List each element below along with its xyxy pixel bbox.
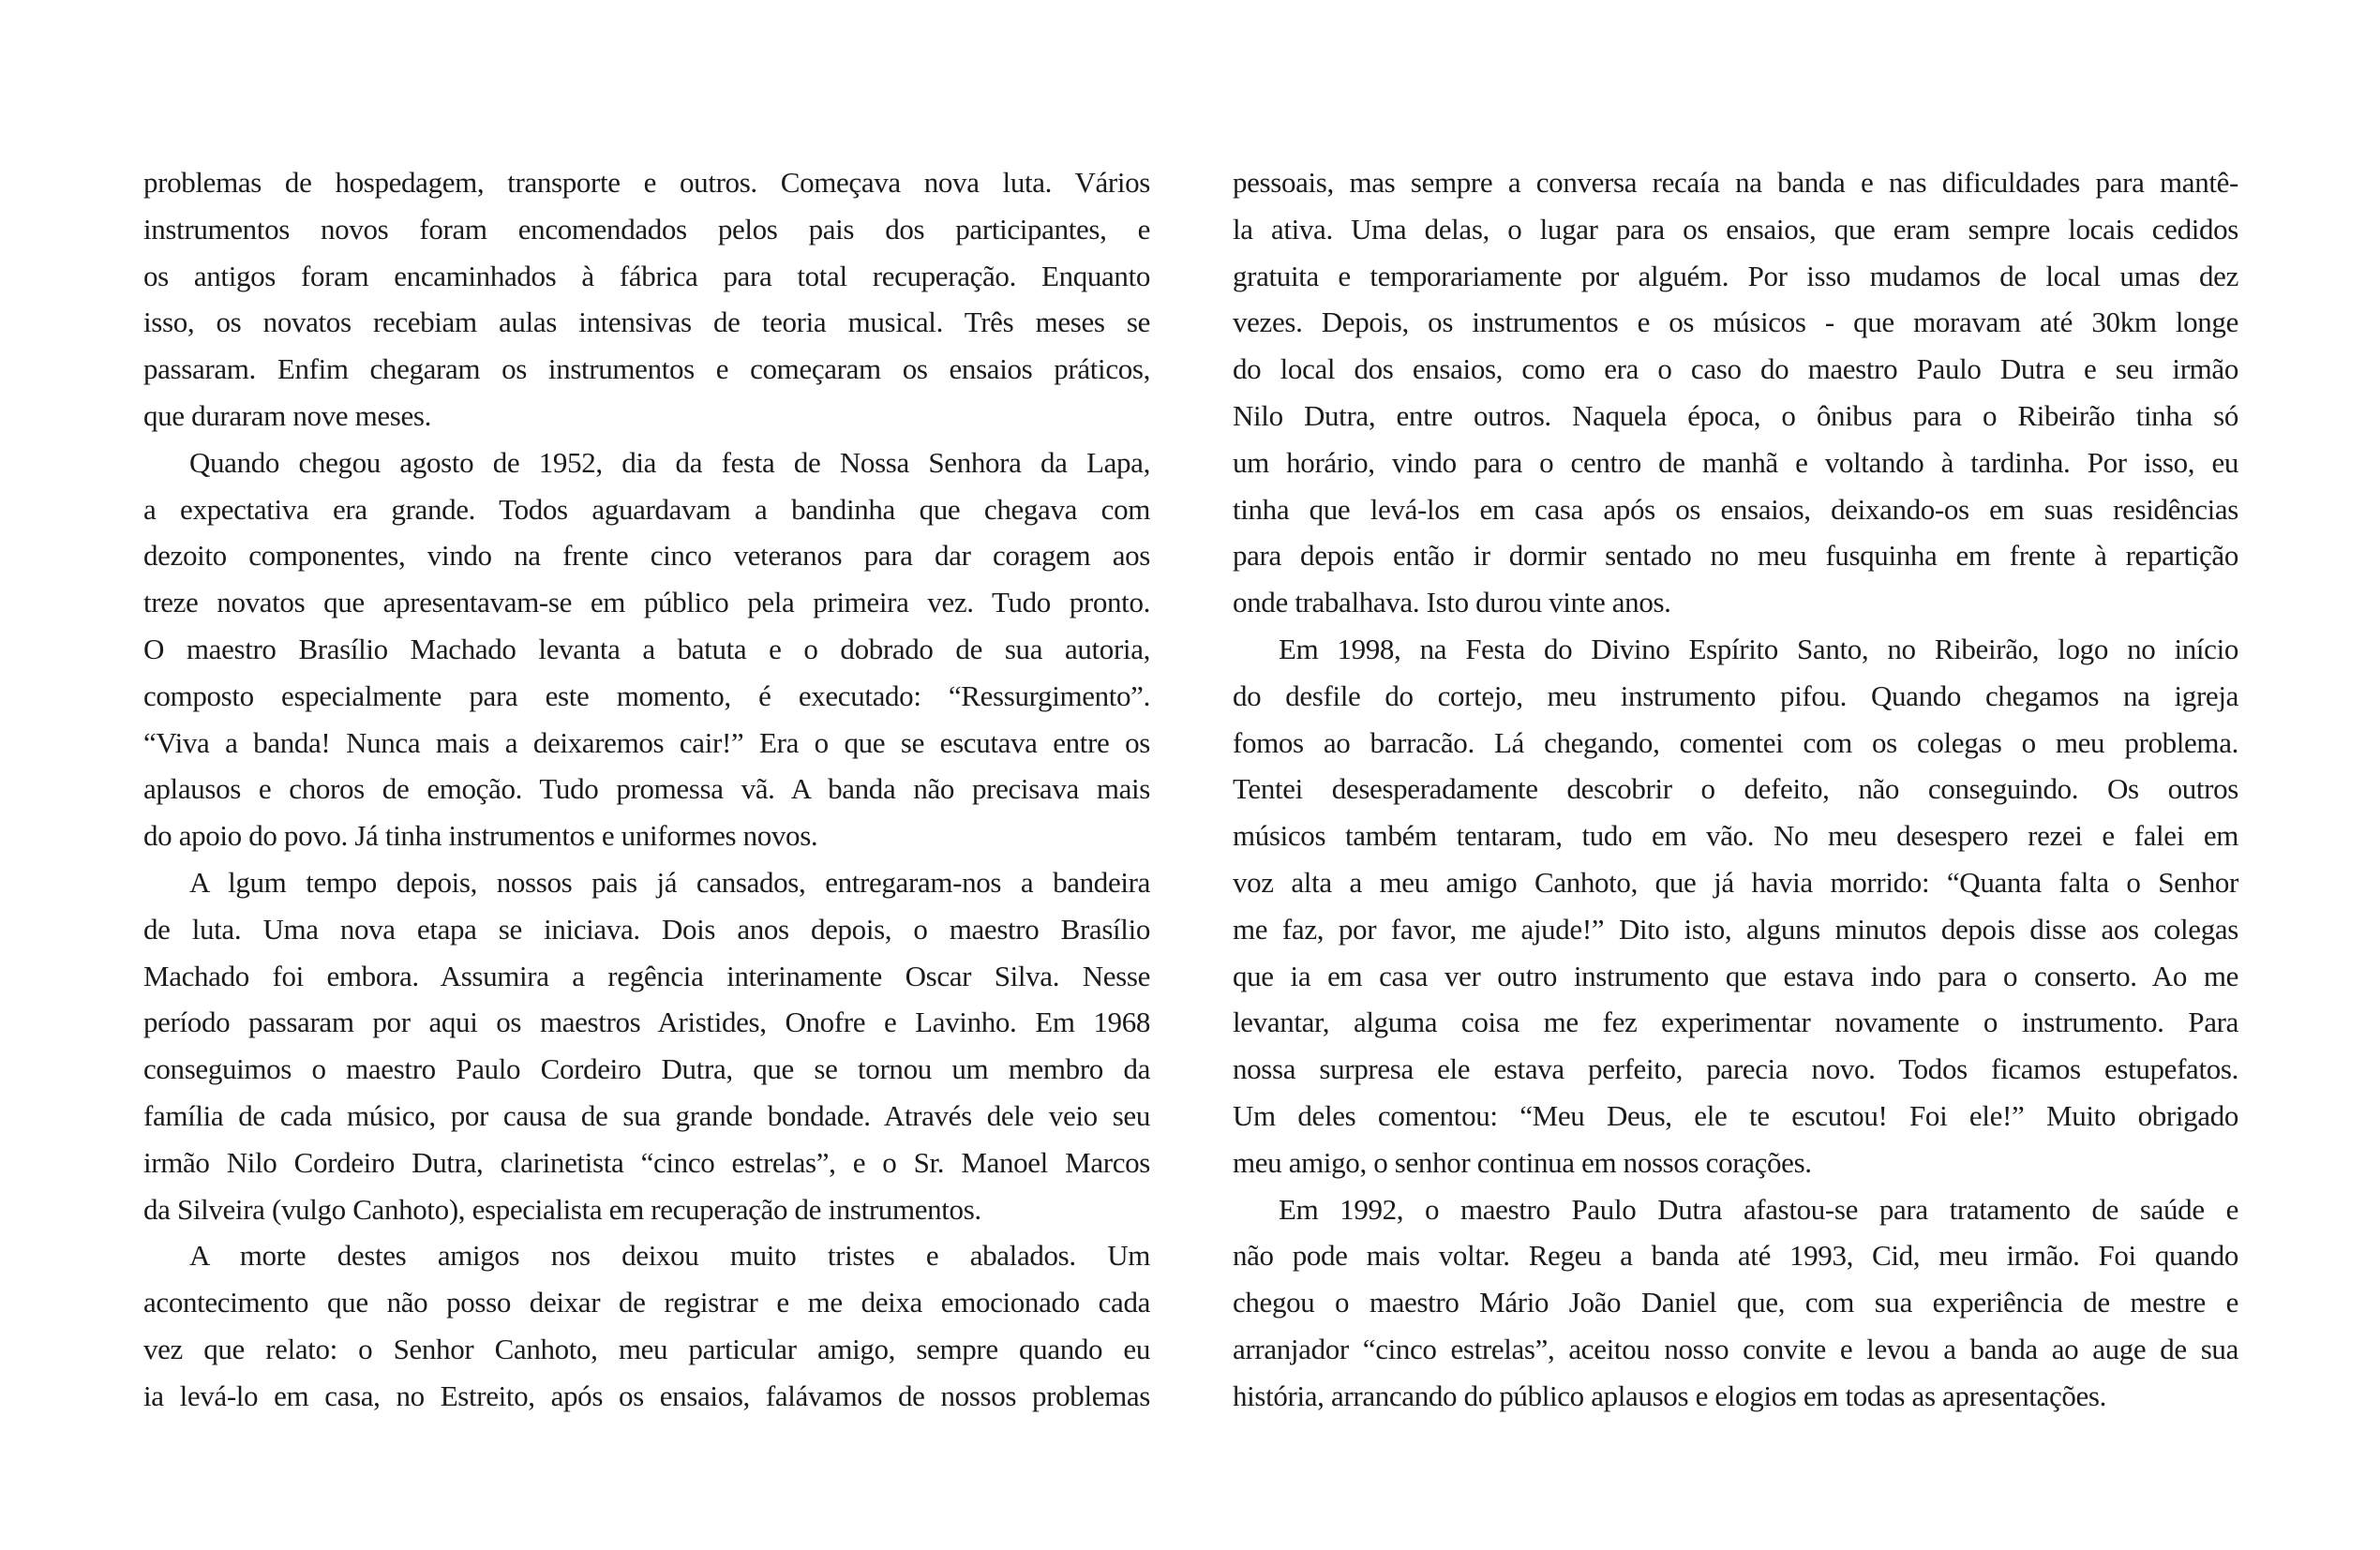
text-line: Quando chegou agosto de 1952, dia da festa de Nossa Senhora da Lapa,	[189, 445, 1150, 479]
text-line: la ativa. Uma delas, o lugar para os ensaios, que eram sempre locais cedidos	[1233, 212, 2238, 246]
left-text-column	[143, 159, 1150, 1420]
text-line: meu amigo, o senhor continua em nossos corações.	[1233, 1145, 1812, 1179]
text-line: do desfile do cortejo, meu instrumento pifou. Quando chegamos na igreja	[1233, 678, 2238, 712]
text-line: Nilo Dutra, entre outros. Naquela época, o ônibus para o Ribeirão tinha só	[1233, 398, 2238, 432]
text-line: O maestro Brasílio Machado levanta a batuta e o dobrado de sua autoria,	[143, 632, 1150, 665]
text-line: nossa surpresa ele estava perfeito, parecia novo. Todos ficamos estupefatos.	[1233, 1052, 2238, 1086]
text-line: da Silveira (vulgo Canhoto), especialista em recuperação de instrumentos.	[143, 1192, 981, 1226]
text-line: problemas de hospedagem, transporte e outros. Começava nova luta. Vários	[143, 166, 1150, 199]
text-line: A lgum tempo depois, nossos pais já cansados, entregaram-nos a bandeira	[189, 865, 1150, 899]
text-line: que ia em casa ver outro instrumento que estava indo para o conserto. Ao me	[1233, 959, 2238, 992]
text-line: Em 1992, o maestro Paulo Dutra afastou-se para tratamento de saúde e	[1279, 1192, 2238, 1226]
paragraph	[1233, 159, 2238, 626]
paragraph	[143, 859, 1150, 1232]
text-line: vez que relato: o Senhor Canhoto, meu particular amigo, sempre quando eu	[143, 1332, 1150, 1365]
text-line: Em 1998, na Festa do Divino Espírito Santo, no Ribeirão, logo no início	[1279, 632, 2238, 665]
text-line: arranjador “cinco estrelas”, aceitou nosso convite e levou a banda ao auge de sua	[1233, 1332, 2238, 1365]
text-line: composto especialmente para este momento, é executado: “Ressurgimento”.	[143, 678, 1150, 712]
text-line: de luta. Uma nova etapa se iniciava. Dois anos depois, o maestro Brasílio	[143, 912, 1150, 946]
text-line: irmão Nilo Cordeiro Dutra, clarinetista “cinco estrelas”, e o Sr. Manoel Marcos	[143, 1145, 1150, 1179]
text-line: treze novatos que apresentavam-se em público pela primeira vez. Tudo pronto.	[143, 586, 1150, 619]
text-line: família de cada músico, por causa de sua grande bondade. Através dele veio seu	[143, 1098, 1150, 1132]
text-line: dezoito componentes, vindo na frente cinco veteranos para dar coragem aos	[143, 539, 1150, 573]
text-line: “Viva a banda! Nunca mais a deixaremos cair!” Era o que se escutava entre os	[143, 725, 1150, 759]
text-line: período passaram por aqui os maestros Aristides, Onofre e Lavinho. Em 1968	[143, 1006, 1150, 1039]
text-line: onde trabalhava. Isto durou vinte anos.	[1233, 586, 1671, 619]
text-line: isso, os novatos recebiam aulas intensivas de teoria musical. Três meses se	[143, 306, 1150, 339]
text-line: não pode mais voltar. Regeu a banda até 1993, Cid, meu irmão. Foi quando	[1233, 1239, 2238, 1273]
text-line: do apoio do povo. Já tinha instrumentos e uniformes novos.	[143, 819, 818, 853]
text-line: instrumentos novos foram encomendados pelos pais dos participantes, e	[143, 212, 1150, 246]
paragraph	[143, 159, 1150, 440]
paragraph	[1233, 626, 2238, 1186]
text-line: me faz, por favor, me ajude!” Dito isto, alguns minutos depois disse aos colegas	[1233, 912, 2238, 946]
paragraph	[143, 440, 1150, 859]
text-line: um horário, vindo para o centro de manhã e voltando à tardinha. Por isso, eu	[1233, 445, 2238, 479]
text-line: do local dos ensaios, como era o caso do maestro Paulo Dutra e seu irmão	[1233, 352, 2238, 386]
text-line: chegou o maestro Mário João Daniel que, com sua experiência de mestre e	[1233, 1286, 2238, 1319]
paragraph	[143, 1232, 1150, 1419]
text-line: fomos ao barracão. Lá chegando, comentei com os colegas o meu problema.	[1233, 725, 2238, 759]
text-line: ia levá-lo em casa, no Estreito, após os ensaios, falávamos de nossos problemas	[143, 1379, 1150, 1412]
text-line: passaram. Enfim chegaram os instrumentos e começaram os ensaios práticos,	[143, 352, 1150, 386]
right-text-column	[1233, 159, 2238, 1420]
text-line: voz alta a meu amigo Canhoto, que já havia morrido: “Quanta falta o Senhor	[1233, 865, 2238, 899]
text-line: Machado foi embora. Assumira a regência interinamente Oscar Silva. Nesse	[143, 959, 1150, 992]
paragraph	[1233, 1186, 2238, 1420]
text-line: músicos também tentaram, tudo em vão. No meu desespero rezei e falei em	[1233, 819, 2238, 853]
text-line: levantar, alguma coisa me fez experimentar novamente o instrumento. Para	[1233, 1006, 2238, 1039]
text-line: Tentei desesperadamente descobrir o defeito, não conseguindo. Os outros	[1233, 772, 2238, 806]
text-line: para depois então ir dormir sentado no meu fusquinha em frente à repartição	[1233, 539, 2238, 573]
text-line: que duraram nove meses.	[143, 398, 432, 432]
text-line: conseguimos o maestro Paulo Cordeiro Dutra, que se tornou um membro da	[143, 1052, 1150, 1086]
text-line: pessoais, mas sempre a conversa recaía na banda e nas dificuldades para mantê-	[1233, 166, 2238, 199]
text-line: aplausos e choros de emoção. Tudo promessa vã. A banda não precisava mais	[143, 772, 1150, 806]
text-line: A morte destes amigos nos deixou muito tristes e abalados. Um	[189, 1239, 1150, 1273]
text-line: Um deles comentou: “Meu Deus, ele te escutou! Foi ele!” Muito obrigado	[1233, 1098, 2238, 1132]
text-line: tinha que levá-los em casa após os ensaios, deixando-os em suas residências	[1233, 492, 2238, 526]
text-line: gratuita e temporariamente por alguém. Por isso mudamos de local umas dez	[1233, 259, 2238, 292]
text-line: vezes. Depois, os instrumentos e os músicos - que moravam até 30km longe	[1233, 306, 2238, 339]
text-line: a expectativa era grande. Todos aguardavam a bandinha que chegava com	[143, 492, 1150, 526]
text-line: acontecimento que não posso deixar de registrar e me deixa emocionado cada	[143, 1286, 1150, 1319]
text-line: história, arrancando do público aplausos e elogios em todas as apresentações.	[1233, 1379, 2107, 1412]
text-line: os antigos foram encaminhados à fábrica para total recuperação. Enquanto	[143, 259, 1150, 292]
